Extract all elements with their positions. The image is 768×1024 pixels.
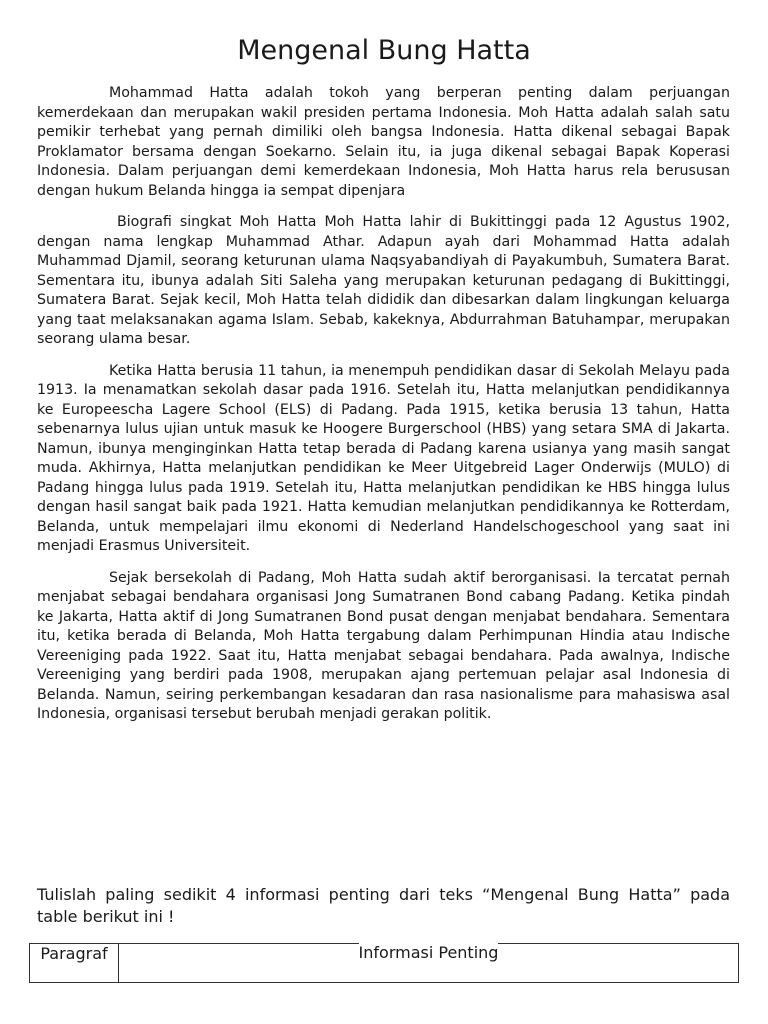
table-header-row [30,944,739,983]
paragraph-1: Mohammad Hatta adalah tokoh yang berperan penting dalam perjuangan kemerdekaan dan merupakan wakil presiden pertama Indonesia. Moh Hatta adalah salah satu pemikir terhebat yang pernah dimiliki oleh bangsa Indonesia. Hatta dikenal sebagai Bapak Proklamator bersama dengan Soekarno. Selain itu, ia juga dikenal sebagai Bapak Koperasi Indonesia. Dalam perjuangan demi kemerdekaan Indonesia, Moh Hatta harus rela berususan dengan hukum Belanda hingga ia sempat dipenjara [37,85,730,199]
paragraph-3: Ketika Hatta berusia 11 tahun, ia menempuh pendidikan dasar di Sekolah Melayu pada 1913. Ia menamatkan sekolah dasar pada 1916. Setelah itu, Hatta melanjutkan pendidikannya ke Europeescha Lagere School (ELS) di Padang. Pada 1915, ketika berusia 13 tahun, Hatta sebenarnya lulus ujian untuk masuk ke Hoogere Burgerschool (HBS) yang setara SMA di Jakarta. Namun, ibunya menginginkan Hatta tetap berada di Padang karena usianya yang masih sangat muda. Akhirnya, Hatta melanjutkan pendidikan ke Meer Uitgebreid Lager Onderwijs (MULO) di Padang hingga lulus pada 1919. Setelah itu, Hatta melanjutkan pendidikan ke HBS hingga lulus dengan hasil sangat baik pada 1921. Hatta kemudian melanjutkan pendidikannya ke Rotterdam, Belanda, untuk mempelajari ilmu ekonomi di Nederland Handelschogeschool yang saat ini menjadi Erasmus Universiteit. [37,362,730,554]
paragraph-4: Sejak bersekolah di Padang, Moh Hatta sudah aktif berorganisasi. Ia tercatat pernah menjabat sebagai bendahara organisasi Jong Sumatranen Bond cabang Padang. Ketika pindah ke Jakarta, Hatta aktif di Jong Sumatranen Bond pusat dengan menjabat bendahara. Sementara itu, ketika berada di Belanda, Moh Hatta tergabung dalam Perhimpunan Hindia atau Indische Vereeniging pada 1922. Saat itu, Hatta menjabat sebagai bendahara. Pada awalnya, Indische Vereeniging yang berdiri pada 1908, merupakan ajang pertemuan pelajar asal Indonesia di Belanda. Namun, seiring perkembangan kesadaran dan rasa nasionalisme para mahasiswa asal Indonesia, organisasi tersebut berubah menjadi gerakan politik. [37,569,730,722]
header-paragraf: Paragraf [30,944,119,983]
information-table [29,943,739,983]
page-title: Mengenal Bung Hatta [237,35,531,66]
header-informasi-penting-label: Informasi Penting [358,943,499,962]
paragraph-2: Biografi singkat Moh Hatta Moh Hatta lahir di Bukittinggi pada 12 Agustus 1902, dengan nama lengkap Muhammad Athar. Adapun ayah dari Mohammad Hatta adalah Muhammad Djamil, seorang keturunan ulama Naqsyabandiyah di Payakumbuh, Sumatera Barat. Sementara itu, ibunya adalah Siti Saleha yang merupakan keturunan pedagang di Bukittinggi, Sumatera Barat. Sejak kecil, Moh Hatta telah dididik dan dibesarkan dalam lingkungan keluarga yang taat melaksanakan agama Islam. Sebab, kakeknya, Abdurrahman Batuhampar, merupakan seorang ulama besar. [37,214,730,347]
task-instruction: Tulislah paling sedikit 4 informasi penting dari teks “Mengenal Bung Hatta” pada table berikut ini ! [37,885,730,926]
header-informasi-penting [119,944,739,983]
article-body [37,84,730,737]
